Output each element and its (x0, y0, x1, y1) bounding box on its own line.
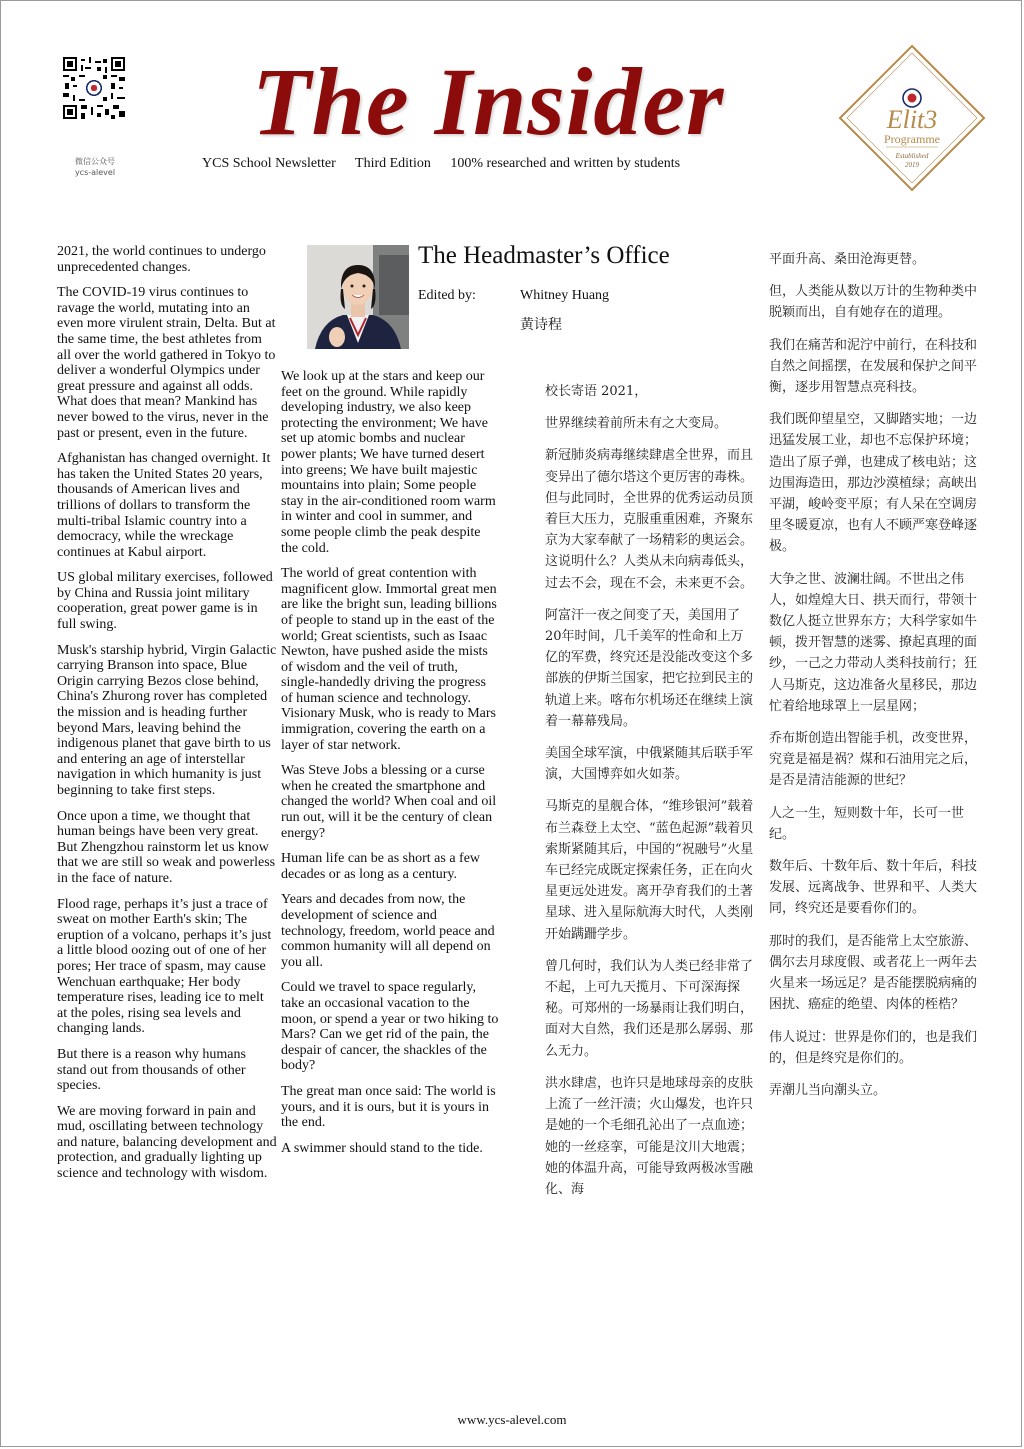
paragraph: The COVID-19 virus continues to ravage the world, mutating into an even more virulent strain, Delta. But at the same time, the best athletes from all over the world gathered in Tokyo to deliver a wonderful Olympics under great pressure and against all odds. What does that mean? Mankind has never bowed to the virus, never in the past or present, even in the future. (57, 285, 276, 441)
paragraph: 阿富汗一夜之间变了天，美国用了20年时间，几千美军的性命和上万亿的军费，终究还是没能改变这个多部族的伊斯兰国家，把它拉到民主的轨道上来。喀布尔机场还在继续上演着一幕幕残局。 (545, 607, 754, 729)
paragraph: 伟人说过：世界是你们的，也是我们的，但是终究是你们的。 (769, 1029, 978, 1066)
qr-caption-line2: ycs-alevel (74, 168, 116, 177)
subtitle-bar (202, 156, 680, 172)
editor-name: Whitney Huang (520, 288, 610, 303)
paragraph: 平面升高、桑田沧海更替。 (769, 252, 926, 267)
paragraph: 校长寄语 2021， (545, 384, 648, 399)
paragraph: 数年后、十数年后、数十年后，科技发展、远离战争、世界和平、人类大同，终究还是要看你们的。 (769, 859, 978, 917)
paragraph: 新冠肺炎病毒继续肆虐全世界，而且变异出了德尔塔这个更厉害的毒株。但与此同时，全世界的优秀运动员顶着巨大压力，克服重重困难，齐聚东京为大家奉献了一场精彩的奥运会。这说明什么？人类从未向病毒低头，过去不会，现在不会，未来更不会。 (545, 448, 754, 591)
paragraph: 曾几何时，我们认为人类已经非常了不起，上可九天揽月、下可深海探秘。可郑州的一场暴雨让我们明白，面对大自然，我们还是那么孱弱、那么无力。 (545, 958, 754, 1059)
paragraph: A swimmer should stand to the tide. (281, 1140, 483, 1156)
paragraph: Musk's starship hybrid, Virgin Galactic carrying Branson into space, Blue Origin carrying Bezos close behind, China's Zhurong rover has completed the mission and is heading further beyond Mars, leaving behind the indigenous planet that gave birth to us and entering an age of interstellar navigation in which humanity is just beginning to take first steps. (57, 642, 277, 798)
paragraph: 乔布斯创造出智能手机，改变世界，究竟是福是祸？煤和石油用完之后，是否是清洁能源的世纪？ (769, 731, 978, 789)
edition: Third Edition (355, 156, 431, 171)
qr-caption (63, 156, 127, 178)
paragraph: 人之一生，短则数十年，长可一世纪。 (769, 805, 965, 842)
edited-by-label: Edited by: (418, 288, 476, 303)
logo-programme: Programme (884, 132, 940, 146)
article-column-3-chinese (545, 381, 755, 1211)
logo-established: Established (895, 152, 929, 160)
programme-logo (838, 44, 986, 192)
paragraph: 洪水肆虐，也许只是地球母亲的皮肤上流了一丝汗渍；火山爆发，也许只是她的一个毛细孔沁出了一点血迹；她的一丝痉挛，可能是汶川大地震；她的体温升高，可能导致两极冰雪融化、海 (545, 1075, 754, 1197)
paragraph: US global military exercises, followed by China and Russia joint military cooperation, great power game is in full swing. (57, 570, 273, 633)
paragraph: 2021, the world continues to undergo unprecedented changes. (57, 244, 266, 275)
paragraph: 我们既仰望星空，又脚踏实地；一边迅猛发展工业，却也不忘保护环境；造出了原子弹，也建成了核电站；这边围海造田，那边沙漠植绿；高峡出平湖，峻岭变平原；有人呆在空调房里冬暖夏凉，也有人不顾严寒登峰逐极。 (769, 412, 978, 555)
paragraph: 大争之世、波澜壮阔。不世出之伟人，如煌煌大日、拱天而行，带领十数亿人挺立世界东方；大科学家如牛顿，拨开智慧的迷雾、撩起真理的面纱，一己之力带动人类科技前行；狂人马斯克，这边准备火星移民，那边忙着给地球罩上一层星网； (769, 571, 978, 714)
paragraph: The great man once said: The world is yours, and it is ours, but it is yours in the end. (281, 1083, 496, 1131)
paragraph: 世界继续着前所未有之大变局。 (545, 416, 728, 432)
paragraph: 我们在痛苦和泥泞中前行，在科技和自然之间摇摆，在发展和保护之间平衡，逐步用智慧点亮科技。 (769, 337, 978, 396)
paragraph: Afghanistan has changed overnight. It has taken the United States 20 years, thousands of American lives and trillions of dollars to transform the multi-tribal Islamic country into a democracy, while the wreckage continues at Kabul airport. (57, 451, 271, 560)
footer-url: www.ycs-alevel.com (457, 1412, 567, 1427)
paragraph: We are moving forward in pain and mud, oscillating between technology and nature, balancing development and protection, and gradually lighting up science and technology with wisdom. (57, 1103, 277, 1182)
paragraph: 弄潮儿当向潮头立。 (769, 1082, 887, 1098)
article-column-4-chinese (769, 249, 977, 1112)
paragraph: Years and decades from now, the development of science and technology, freedom, world peace and common humanity will all depend on you all. (281, 892, 495, 970)
paragraph: Could we travel to space regularly, take an occasional vacation to the moon, or spend a year or two hiking to Mars? Can we get rid of the pain, the despair of cancer, the shackles of the body? (281, 980, 499, 1074)
section-title: The Headmaster’s Office (418, 242, 670, 269)
paragraph: 美国全球军演，中俄紧随其后联手军演，大国博弈如火如荼。 (545, 746, 754, 783)
article-column-2 (281, 369, 499, 1166)
editor-name-chinese: 黄诗程 (520, 317, 562, 333)
paragraph: Human life can be as short as a few decades or as long as a century. (281, 851, 481, 882)
article-column-1 (57, 244, 277, 1192)
editor-photo (307, 245, 409, 349)
paragraph: The world of great contention with magnificent glow. Immortal great men are like the bright sun, leading billions of people to stand up in the east of the world; Great scientists, such as Isaac Newton, have pushed aside the mists of wisdom and the veil of truth, single-handedly driving the progress of human science and technology. Visionary Musk, who is ready to Mars immigration, covering the earth on a layer of star network. (281, 566, 497, 753)
paragraph: Once upon a time, we thought that human beings have been very great. But Zhengzhou rainstorm let us know that we are still so weak and powerless in the face of nature. (57, 808, 276, 886)
newsletter-title: The Insider (252, 48, 725, 155)
paragraph: Flood rage, perhaps it’s just a trace of sweat on mother Earth's skin; The eruption of a volcano, perhaps it’s just a little blood oozing out of one of her pores; Her trace of spasm, may cause Wenchuan earthquake; Her body temperature rises, leading ice to melt at the poles, rising sea levels and changing lands. (57, 896, 272, 1037)
paragraph: But there is a reason why humans stand out from thousands of other species. (57, 1046, 246, 1094)
newsletter-name: YCS School Newsletter (202, 156, 336, 171)
paragraph: 马斯克的星舰合体，“维珍银河”载着布兰森登上太空、“蓝色起源”载着贝索斯紧随其后，中国的“祝融号”火星车已经完成既定探索任务，正在向火星更远处进发。离开孕育我们的土著星球、进入星际航海大时代，人类刚开始蹒跚学步。 (545, 799, 754, 942)
tagline: 100% researched and written by students (450, 156, 681, 171)
logo-elit3: Elit3 (886, 105, 938, 134)
qr-code (63, 57, 125, 119)
paragraph: 但，人类能从数以万计的生物种类中脱颖而出，自有她存在的道理。 (769, 284, 978, 321)
qr-caption-line1: 微信公众号 (75, 157, 115, 166)
paragraph: Was Steve Jobs a blessing or a curse when he created the smartphone and changed the world? When coal and oil run out, will it be the century of clean energy? (281, 763, 497, 841)
logo-year: 2019 (905, 161, 919, 169)
paragraph: 那时的我们，是否能常上太空旅游、偶尔去月球度假、或者花上一两年去火星来一场远足？是否能摆脱病痛的困扰、癌症的绝望、肉体的桎梏？ (769, 933, 978, 1013)
paragraph: We look up at the stars and keep our feet on the ground. While rapidly developing industry, we also keep protecting the environment; We have set up atomic bombs and nuclear power plants; We have turned desert into greens; We have built majestic mountains into plain; Some people stay in the air-conditioned room warm in winter and cool in summer, and some people climb the peak despite the cold. (281, 369, 496, 556)
